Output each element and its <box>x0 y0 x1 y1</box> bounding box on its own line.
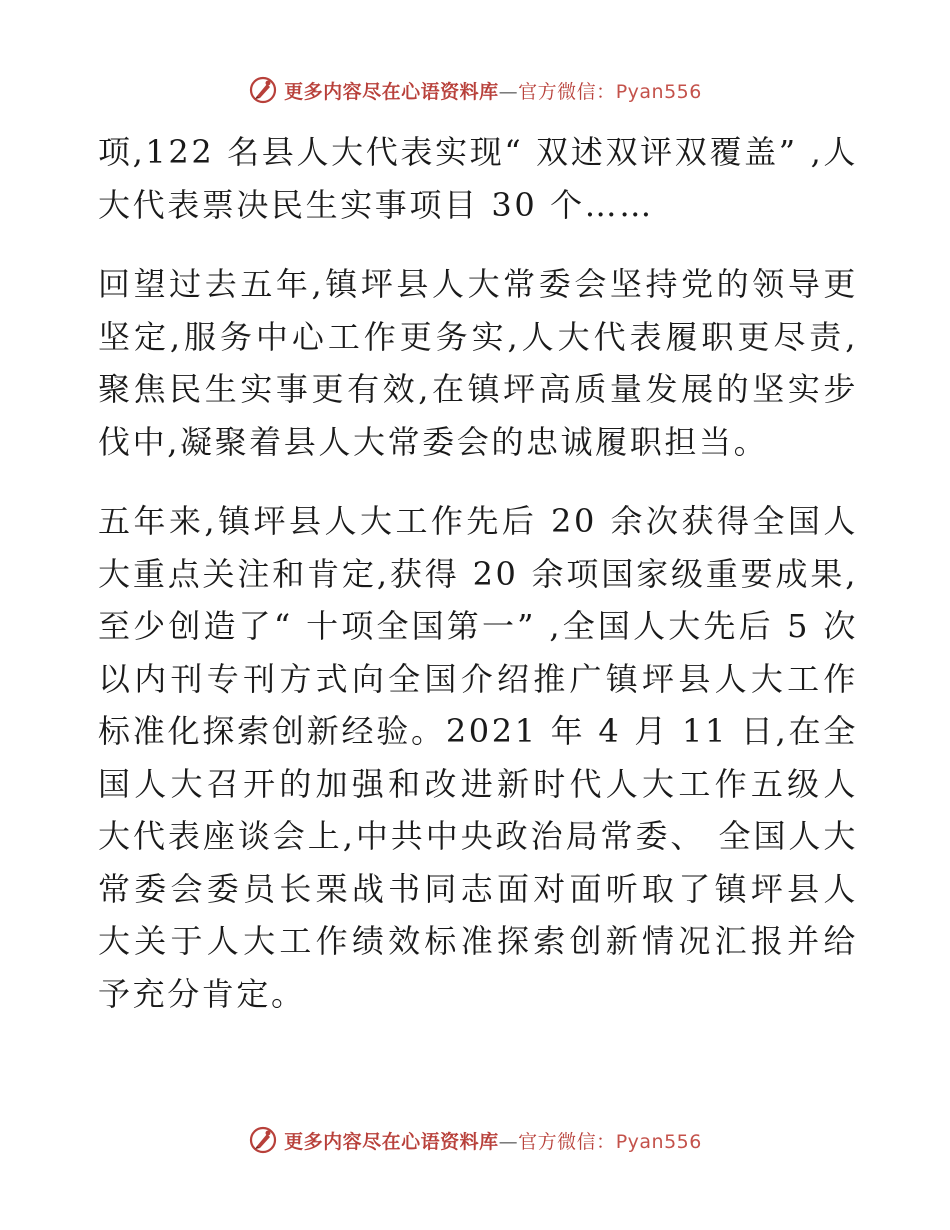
header-watermark <box>0 70 950 110</box>
footer-watermark <box>0 1120 950 1160</box>
watermark-separator: — <box>498 1130 519 1153</box>
paragraph-1: 项,122 名县人大代表实现“ 双述双评双覆盖” ,人大代表票决民生实事项目 30 个…… <box>98 133 858 224</box>
paragraph-2: 回望过去五年,镇坪县人大常委会坚持党的领导更坚定,服务中心工作更务实,人大代表履职更尽责,聚焦民生实事更有效,在镇坪高质量发展的坚实步伐中,凝聚着县人大常委会的忠诚履职担当。 <box>98 265 858 461</box>
pen-logo-icon <box>248 1125 278 1155</box>
document-body <box>98 126 858 1020</box>
watermark-wechat-id: Pyan556 <box>615 80 702 103</box>
watermark-wechat-label: 官方微信： <box>518 80 616 103</box>
watermark-text <box>284 77 702 104</box>
pen-logo-icon <box>248 75 278 105</box>
watermark-site: 更多内容尽在心语资料库 <box>284 80 499 103</box>
watermark-site: 更多内容尽在心语资料库 <box>284 1130 499 1153</box>
watermark-separator: — <box>498 80 519 103</box>
paragraph-3: 五年来,镇坪县人大工作先后 20 余次获得全国人大重点关注和肯定,获得 20 余项国家级重要成果,至少创造了“ 十项全国第一” ,全国人大先后 5 次以内刊专刊方式向全国介绍推广镇坪县人大工作标准化探索创新经验。2021 年 4 月 11 日,在全国人大召开的加强和改进新时代人大工作五级人大代表座谈会上,中共中央政治局常委、 全国人大常委会委员长栗战书同志面对面听取了镇坪县人大关于人大工作绩效标准探索创新情况汇报并给予充分肯定。 <box>98 502 858 1013</box>
watermark-text <box>284 1127 702 1154</box>
watermark-wechat-label: 官方微信： <box>518 1130 616 1153</box>
watermark-wechat-id: Pyan556 <box>615 1130 702 1153</box>
